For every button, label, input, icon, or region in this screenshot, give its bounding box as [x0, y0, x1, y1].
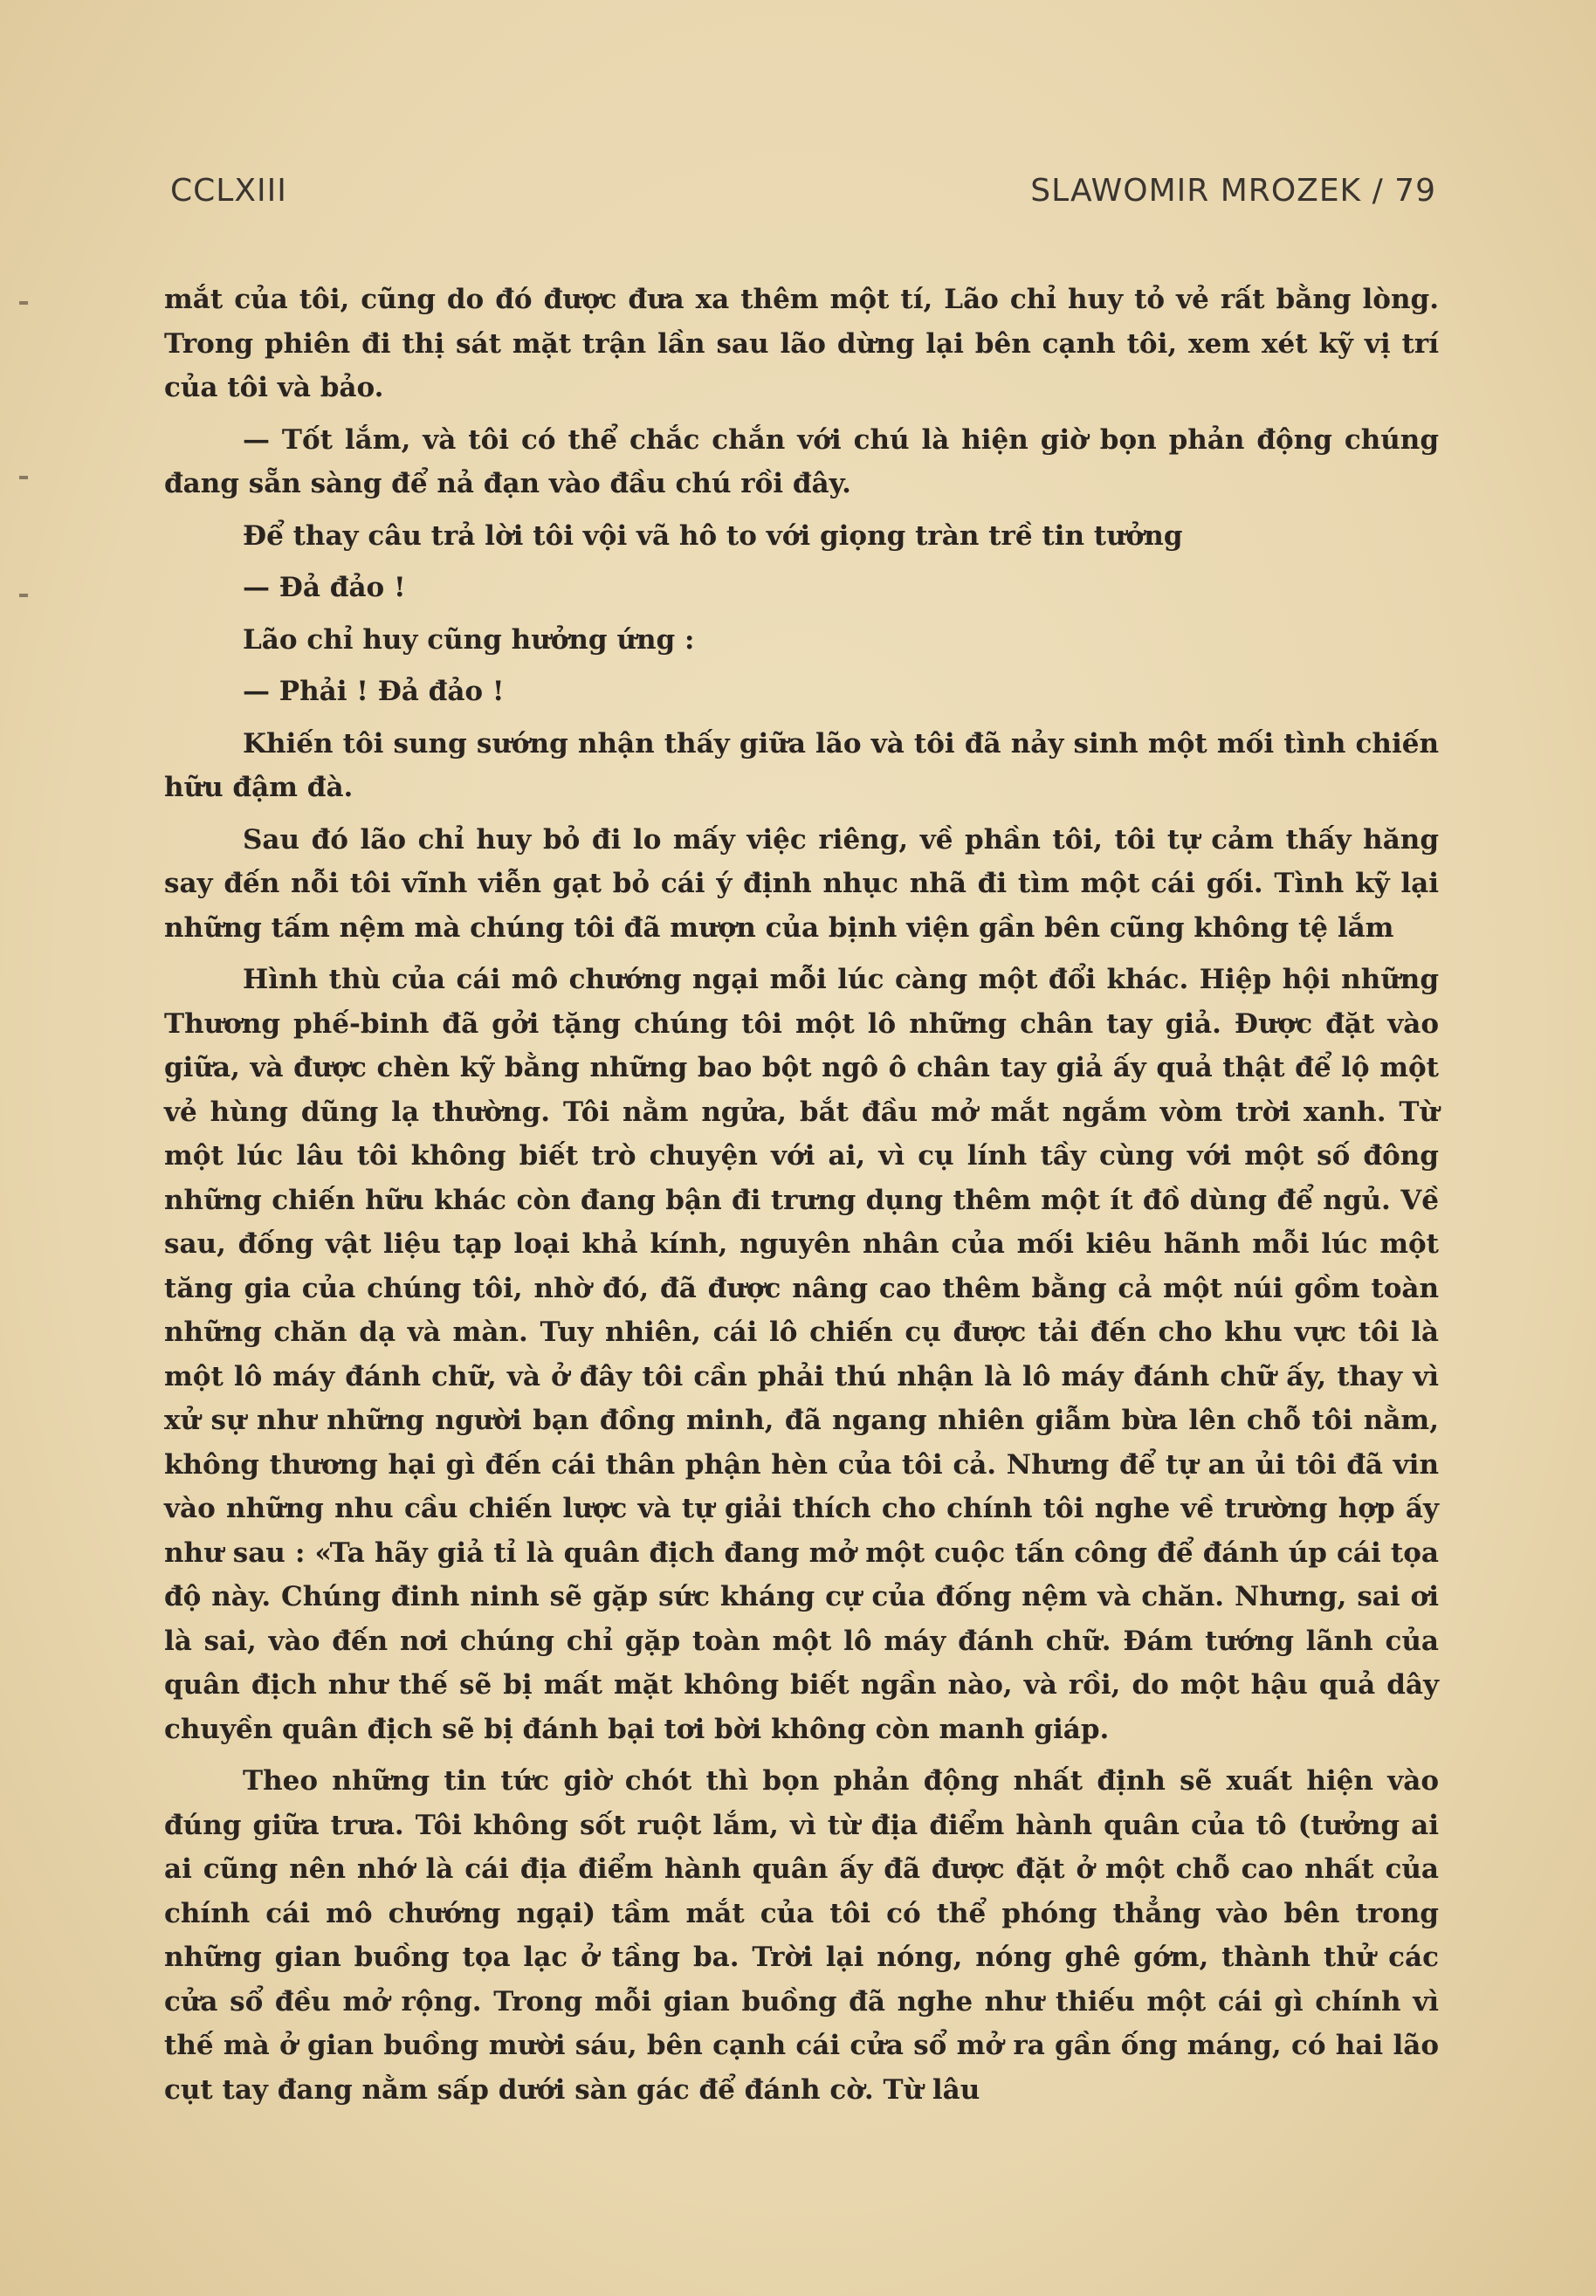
margin-mark: [19, 594, 28, 597]
paragraph: Khiến tôi sung sướng nhận thấy giữa lão và tôi đã nảy sinh một mối tình chiến hữu đậm đà.: [164, 727, 1439, 803]
paragraph: Theo những tin tức giờ chót thì bọn phản động nhất định sẽ xuất hiện vào đúng giữa trưa. Tôi không sốt ruột lắm, vì từ địa điểm hành quân của tô (tưởng ai ai cũng nên nhớ là cái địa điểm hành quân ấy đã được đặt ở một chỗ cao nhất của chính cái mô chướng ngại) tầm mắt của tôi có thể phóng thẳng vào bên trong những gian buồng tọa lạc ở tầng ba. Trời lại nóng, nóng ghê gớm, thành thử các cửa sổ đều mở rộng. Trong mỗi gian buồng đã nghe như thiếu một cái gì chính vì thế mà ở gian buồng mười sáu, bên cạnh cái cửa sổ mở ra gần ống máng, có hai lão cụt tay đang nằm sấp dưới sàn gác để đánh cờ. Từ lâu: [164, 1765, 1439, 2106]
paragraph: Sau đó lão chỉ huy bỏ đi lo mấy việc riêng, về phần tôi, tôi tự cảm thấy hăng say đến nỗi tôi vĩnh viễn gạt bỏ cái ý định nhục nhã đi tìm một cái gối. Tình kỹ lại những tấm nệm mà chúng tôi đã mượn của bịnh viện gần bên cũng không tệ lắm: [164, 823, 1439, 944]
margin-mark: [19, 476, 28, 479]
author-page-number: SLAWOMIR MROZEK / 79: [1030, 173, 1436, 209]
paragraph: Để thay câu trả lời tôi vội vã hô to với giọng tràn trề tin tưởng: [243, 519, 1183, 552]
paragraph: — Đả đảo !: [243, 572, 406, 603]
chapter-number: CCLXIII: [170, 173, 287, 209]
paragraph: — Phải ! Đả đảo !: [243, 676, 505, 707]
margin-mark: [19, 301, 28, 305]
paragraph: Hình thù của cái mô chướng ngại mỗi lúc càng một đổi khác. Hiệp hội những Thương phế-binh đã gởi tặng chúng tôi một lô những chân tay giả. Được đặt vào giữa, và được chèn kỹ bằng những bao bột ngô ô chân tay giả ấy quả thật để lộ một vẻ hùng dũng lạ thường. Tôi nằm ngửa, bắt đầu mở mắt ngắm vòm trời xanh. Từ một lúc lâu tôi không biết trò chuyện với ai, vì cụ lính tầy cùng với một số đông những chiến hữu khác còn đang bận đi trưng dụng thêm một ít đồ dùng để ngủ. Về sau, đống vật liệu tạp loại khả kính, nguyên nhân của mối kiêu hãnh mỗi lúc một tăng gia của chúng tôi, nhờ đó, đã được nâng cao thêm bằng cả một núi gồm toàn những chăn dạ và màn. Tuy nhiên, cái lô chiến cụ được tải đến cho khu vực tôi là một lô máy đánh chữ, và ở đây tôi cần phải thú nhận là lô máy đánh chữ ấy, thay vì xử sự như những người bạn đồng minh, đã ngang nhiên giẫm bừa lên chỗ tôi nằm, không thương hại gì đến cái thân phận hèn của tôi cả. Nhưng để tự an ủi tôi đã vin vào những nhu cầu chiến lược và tự giải thích cho chính tôi nghe về trường hợp ấy như sau : «Ta hãy giả tỉ là quân địch đang mở một cuộc tấn công để đánh úp cái tọa độ này. Chúng đinh ninh sẽ gặp sức kháng cự của đống nệm và chăn. Nhưng, sai ơi là sai, vào đến nơi chúng chỉ gặp toàn một lô máy đánh chữ. Đám tướng lãnh của quân địch như thế sẽ bị mất mặt không biết ngần nào, và rồi, do một hậu quả dây chuyền quân địch sẽ bị đánh bại tơi bời không còn manh giáp.: [164, 964, 1439, 1745]
body-text: [164, 278, 1439, 2120]
paragraph: mắt của tôi, cũng do đó được đưa xa thêm một tí, Lão chỉ huy tỏ vẻ rất bằng lòng. Trong phiên đi thị sát mặt trận lần sau lão dừng lại bên cạnh tôi, xem xét kỹ vị trí của tôi và bảo.: [164, 284, 1439, 403]
paragraph: — Tốt lắm, và tôi có thể chắc chắn với chú là hiện giờ bọn phản động chúng đang sẵn sàng để nả đạn vào đầu chú rồi đây.: [164, 423, 1439, 499]
paragraph: Lão chỉ huy cũng hưởng ứng :: [243, 623, 695, 656]
